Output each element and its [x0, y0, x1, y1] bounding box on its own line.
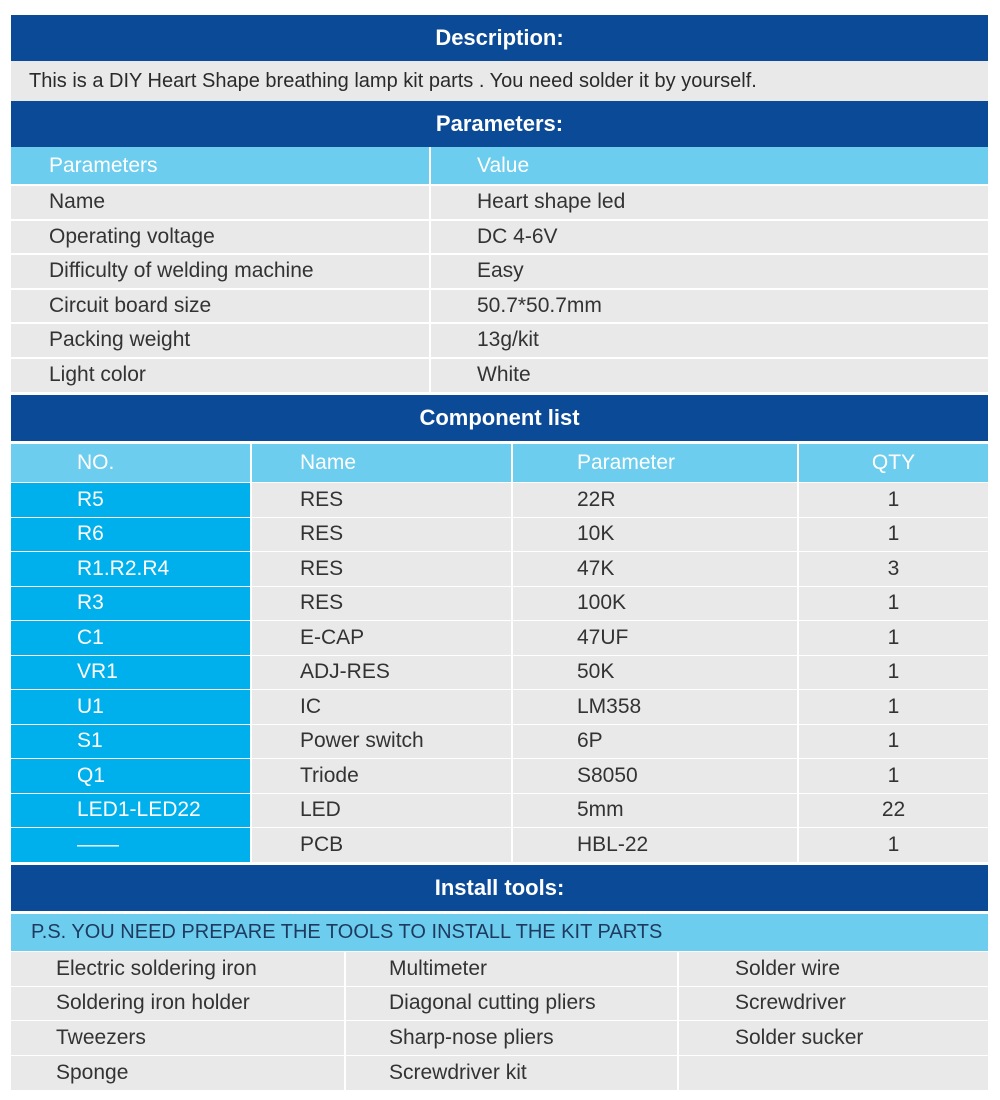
- component-parameter: 100K: [512, 586, 798, 621]
- component-qty: 1: [798, 690, 988, 725]
- component-qty: 1: [798, 517, 988, 552]
- component-row: [11, 621, 988, 656]
- parameter-row: [11, 289, 988, 324]
- parameters-table: [11, 147, 988, 392]
- parameter-row: [11, 358, 988, 393]
- component-parameter: LM358: [512, 690, 798, 725]
- tool-item: Sponge: [11, 1055, 345, 1090]
- component-row: [11, 655, 988, 690]
- parameters-header-row: [11, 147, 988, 185]
- component-no: R5: [11, 483, 251, 518]
- tools-row: [11, 1055, 988, 1090]
- parameter-row: [11, 185, 988, 220]
- description-heading: Description:: [11, 15, 988, 61]
- qty-column-header: QTY: [798, 443, 988, 483]
- component-no: VR1: [11, 655, 251, 690]
- parameter-value: 50.7*50.7mm: [430, 289, 988, 324]
- component-row: [11, 586, 988, 621]
- component-qty: 1: [798, 724, 988, 759]
- parameter-value: DC 4-6V: [430, 220, 988, 255]
- component-row: [11, 828, 988, 863]
- tool-item: [678, 1055, 988, 1090]
- component-name: LED: [251, 793, 512, 828]
- tool-item: Screwdriver: [678, 986, 988, 1021]
- tool-item: Sharp-nose pliers: [345, 1021, 678, 1056]
- component-no: C1: [11, 621, 251, 656]
- component-qty: 1: [798, 759, 988, 794]
- tools-row: [11, 986, 988, 1021]
- component-name: Power switch: [251, 724, 512, 759]
- parameter-name: Operating voltage: [11, 220, 430, 255]
- tool-item: Screwdriver kit: [345, 1055, 678, 1090]
- component-parameter: HBL-22: [512, 828, 798, 863]
- component-qty: 1: [798, 828, 988, 863]
- tool-item: Diagonal cutting pliers: [345, 986, 678, 1021]
- component-parameter: S8050: [512, 759, 798, 794]
- tools-row: [11, 1021, 988, 1056]
- component-parameter: 10K: [512, 517, 798, 552]
- tools-row: [11, 952, 988, 987]
- parameter-column-header: Parameter: [512, 443, 798, 483]
- parameters-column-header: Parameters: [11, 147, 430, 185]
- component-name: ADJ-RES: [251, 655, 512, 690]
- component-no: R3: [11, 586, 251, 621]
- component-no: ——: [11, 828, 251, 863]
- install-tools-heading: Install tools:: [11, 862, 988, 911]
- tool-item: Solder sucker: [678, 1021, 988, 1056]
- tool-item: Solder wire: [678, 952, 988, 987]
- component-no: R1.R2.R4: [11, 552, 251, 587]
- component-no: S1: [11, 724, 251, 759]
- parameters-heading: Parameters:: [11, 101, 988, 147]
- component-row: [11, 552, 988, 587]
- component-name: Triode: [251, 759, 512, 794]
- parameter-name: Light color: [11, 358, 430, 393]
- no-column-header: NO.: [11, 443, 251, 483]
- component-qty: 3: [798, 552, 988, 587]
- component-no: R6: [11, 517, 251, 552]
- parameter-row: [11, 323, 988, 358]
- component-no: U1: [11, 690, 251, 725]
- tools-note: P.S. YOU NEED PREPARE THE TOOLS TO INSTALL THE KIT PARTS: [11, 911, 988, 951]
- tool-item: Tweezers: [11, 1021, 345, 1056]
- parameter-value: White: [430, 358, 988, 393]
- parameter-name: Circuit board size: [11, 289, 430, 324]
- component-row: [11, 724, 988, 759]
- name-column-header: Name: [251, 443, 512, 483]
- component-parameter: 47K: [512, 552, 798, 587]
- component-table: [11, 441, 988, 862]
- component-qty: 1: [798, 483, 988, 518]
- parameter-value: Easy: [430, 254, 988, 289]
- component-row: [11, 517, 988, 552]
- component-name: PCB: [251, 828, 512, 863]
- tool-item: Soldering iron holder: [11, 986, 345, 1021]
- component-name: RES: [251, 552, 512, 587]
- component-row: [11, 483, 988, 518]
- parameter-name: Name: [11, 185, 430, 220]
- value-column-header: Value: [430, 147, 988, 185]
- parameter-row: [11, 254, 988, 289]
- component-row: [11, 759, 988, 794]
- parameter-name: Difficulty of welding machine: [11, 254, 430, 289]
- component-name: IC: [251, 690, 512, 725]
- component-row: [11, 793, 988, 828]
- component-row: [11, 690, 988, 725]
- parameter-row: [11, 220, 988, 255]
- parameter-name: Packing weight: [11, 323, 430, 358]
- component-parameter: 6P: [512, 724, 798, 759]
- spec-sheet: [11, 15, 988, 1090]
- parameter-value: 13g/kit: [430, 323, 988, 358]
- component-qty: 1: [798, 621, 988, 656]
- component-list-heading: Component list: [11, 392, 988, 441]
- component-name: RES: [251, 517, 512, 552]
- component-parameter: 5mm: [512, 793, 798, 828]
- tools-table: [11, 951, 988, 1090]
- tool-item: Multimeter: [345, 952, 678, 987]
- tool-item: Electric soldering iron: [11, 952, 345, 987]
- component-name: RES: [251, 586, 512, 621]
- component-qty: 1: [798, 655, 988, 690]
- component-parameter: 50K: [512, 655, 798, 690]
- component-qty: 22: [798, 793, 988, 828]
- component-parameter: 22R: [512, 483, 798, 518]
- component-name: RES: [251, 483, 512, 518]
- component-parameter: 47UF: [512, 621, 798, 656]
- component-no: Q1: [11, 759, 251, 794]
- description-text: This is a DIY Heart Shape breathing lamp kit parts . You need solder it by yourself.: [11, 61, 988, 101]
- parameter-value: Heart shape led: [430, 185, 988, 220]
- component-qty: 1: [798, 586, 988, 621]
- component-header-row: [11, 443, 988, 483]
- component-no: LED1-LED22: [11, 793, 251, 828]
- component-name: E-CAP: [251, 621, 512, 656]
